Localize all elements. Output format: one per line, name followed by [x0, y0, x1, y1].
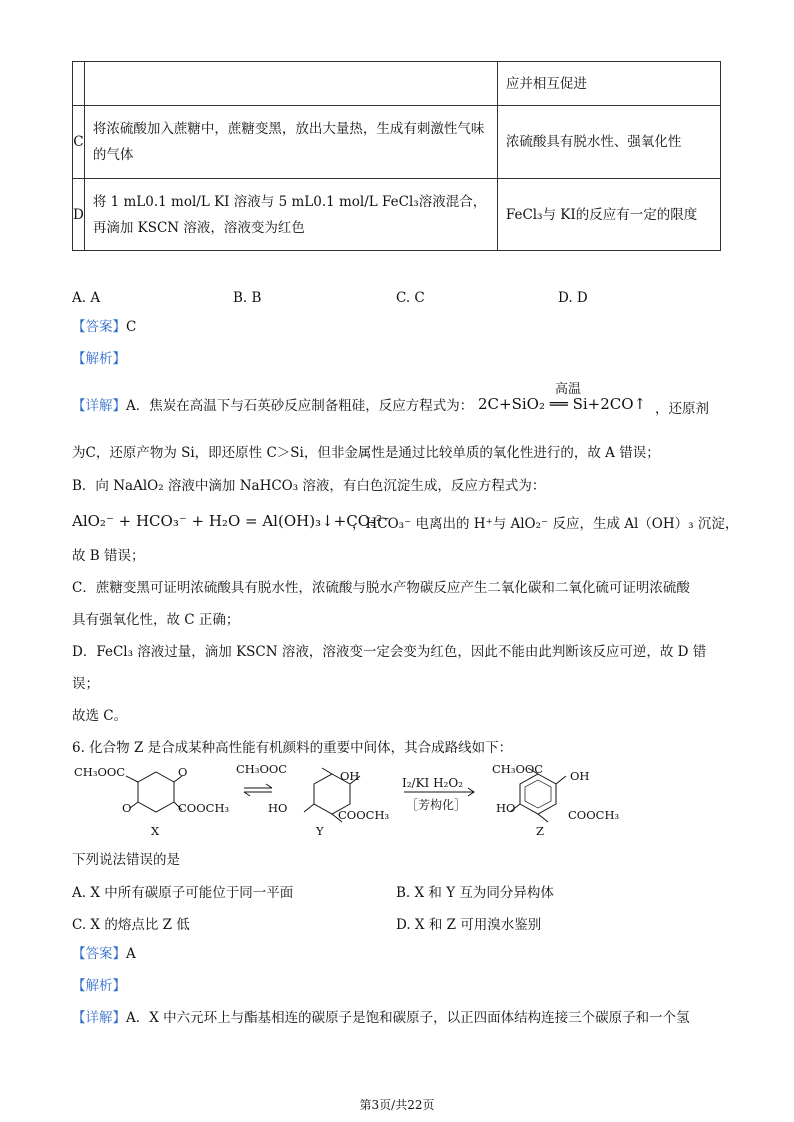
detail-text: A．X 中六元环上与酯基相连的碳原子是饱和碳原子，以正四面体结构连接三个碳原子和一个氢: [126, 1010, 690, 1026]
experiment-cell: [84, 62, 497, 106]
q6-choice-b: B. X 和 Y 互为同分异构体: [396, 885, 554, 901]
detail-a-line2: 为C，还原产物为 Si，即还原性 C＞Si，但非金属性是通过比较单质的氧化性进行的，故 A 错误；: [72, 445, 660, 461]
label-y: Y: [316, 824, 324, 838]
detail-d-line2: 误；: [72, 676, 99, 692]
detail-d-line1: D．FeCl₃ 溶液过量，滴加 KSCN 溶液，溶液变一定会变为红色，因此不能由此判断该反应可逆，故 D 错: [72, 644, 707, 660]
ring-x: [138, 772, 174, 812]
equation-condition: 高温: [554, 382, 581, 397]
group-ch3ooc-x: CH₃OOC: [74, 765, 126, 779]
group-ho-y: HO: [268, 801, 288, 815]
group-oh-y: OH: [340, 769, 360, 783]
options-table: [72, 61, 721, 251]
q6-stem: 6. 化合物 Z 是合成某种高性能有机颜料的重要中间体，其合成路线如下：: [72, 740, 513, 756]
analysis-tag: 【解析】: [72, 351, 126, 367]
q6-choice-d: D. X 和 Z 可用溴水鉴别: [396, 917, 542, 933]
page-footer: 第3页/共22页: [359, 1098, 435, 1112]
answer-value: C: [126, 319, 137, 335]
choice-c: C. C: [396, 290, 425, 306]
conclusion-cell: FeCl₃与 KI的反应有一定的限度: [497, 179, 720, 251]
detail-tag: 【详解】: [72, 1010, 126, 1026]
group-oh-z: OH: [570, 769, 590, 783]
reagent: I₂/KI H₂O₂: [402, 776, 464, 790]
detail-a-line1: [72, 395, 473, 417]
row-label: [73, 62, 85, 106]
q6-answer-line: [72, 943, 136, 965]
experiment-cell: 将 1 mL0.1 mol/L KI 溶液与 5 mL0.1 mol/L FeCl₃溶液混合，再滴加 KSCN 溶液，溶液变为红色: [84, 179, 497, 251]
group-cooch3-z: COOCH₃: [568, 808, 620, 822]
q6-choice-a: A. X 中所有碳原子可能位于同一平面: [72, 885, 294, 901]
experiment-cell: 将浓硫酸加入蔗糖中，蔗糖变黑，放出大量热，生成有刺激性气味的气体: [84, 106, 497, 179]
answer-tag: 【答案】: [72, 319, 126, 335]
detail-text: A．焦炭在高温下与石英砂反应制备粗硅，反应方程式为：: [126, 398, 474, 414]
group-ch3ooc-z: CH₃OOC: [492, 762, 544, 776]
equation-b: AlO₂⁻ + HCO₃⁻ + H₂O = Al(OH)₃↓+CO₃²⁻: [72, 512, 390, 530]
choice-d: D. D: [558, 290, 588, 306]
q5-conclusion: 故选 C。: [72, 708, 128, 724]
conclusion-cell: 应并相互促进: [497, 62, 720, 106]
group-cooch3-y: COOCH₃: [338, 808, 390, 822]
detail-a-end: ，还原剂: [655, 401, 709, 417]
answer-tag: 【答案】: [72, 946, 126, 962]
group-cooch3-x: COOCH₃: [178, 801, 230, 815]
detail-c-line1: C．蔗糖变黑可证明浓硫酸具有脱水性，浓硫酸与脱水产物碳反应产生二氧化碳和二氧化硫可证明浓硫酸: [72, 580, 690, 596]
detail-b-line1: B．向 NaAlO₂ 溶液中滴加 NaHCO₃ 溶液，有白色沉淀生成，反应方程式为：: [72, 478, 546, 494]
group-o-x-top: O: [178, 765, 188, 779]
equation-a: 2C+SiO₂ ══ Si+2CO↑: [478, 395, 647, 413]
detail-c-line2: 具有强氧化性，故 C 正确；: [72, 612, 240, 628]
row-label: D: [73, 179, 85, 251]
detail-b-line3: 故 B 错误；: [72, 548, 145, 564]
choice-b: B. B: [233, 290, 262, 306]
q6-analysis-tag: 【解析】: [72, 978, 126, 994]
table-row: [73, 62, 721, 106]
conclusion-cell: 浓硫酸具有脱水性、强氧化性: [497, 106, 720, 179]
q6-question: 下列说法错误的是: [72, 852, 180, 868]
label-z: Z: [536, 824, 544, 838]
group-ho-z: HO: [496, 801, 516, 815]
synthesis-route-diagram: [72, 758, 712, 848]
group-ch3ooc-y: CH₃OOC: [236, 762, 288, 776]
table-row: [73, 106, 721, 179]
label-x: X: [151, 824, 160, 838]
choice-a: A. A: [72, 290, 101, 306]
table-row: [73, 179, 721, 251]
group-o-x-bottom: O: [122, 801, 132, 815]
row-label: C: [73, 106, 85, 179]
answer-value: A: [126, 946, 136, 962]
reagent-condition: ［芳构化］: [406, 798, 467, 812]
detail-tag: 【详解】: [72, 398, 126, 414]
answer-line: [72, 316, 136, 338]
q6-choice-c: C. X 的熔点比 Z 低: [72, 917, 190, 933]
q6-detail: [72, 1007, 690, 1029]
detail-b-line2: ，HCO₃⁻ 电离出的 H⁺与 AlO₂⁻ 反应，生成 Al（OH）₃ 沉淀，: [352, 516, 739, 532]
